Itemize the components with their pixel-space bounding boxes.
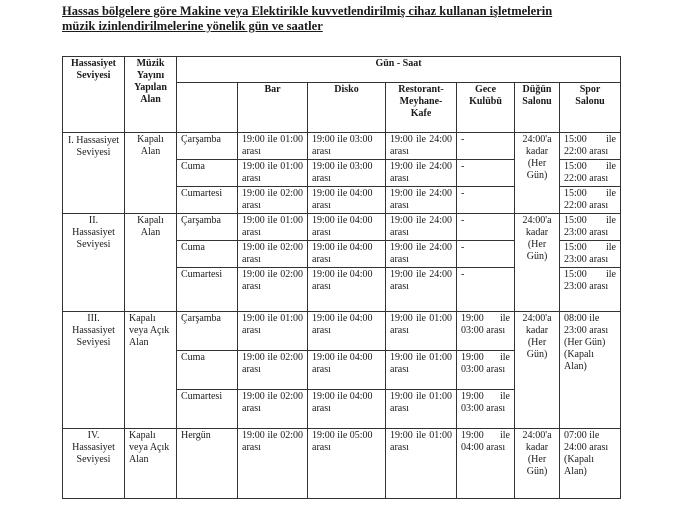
- title-line-1: Hassas bölgelere göre Makine veya Elektirikle kuvvetlendirilmiş cihaz kullanan işletmelerin: [62, 4, 553, 18]
- day-cell: Çarşamba: [177, 214, 238, 241]
- bar-cell: 19:00 ile 01:00 arası: [238, 133, 308, 160]
- header-gun-saat: Gün - Saat: [177, 57, 621, 83]
- area-cell: Kapalı Alan: [125, 133, 177, 214]
- restorant-cell: 19:00 ile 01:00 arası: [386, 312, 457, 351]
- gece-cell: 19:00 ile 04:00 arası: [457, 429, 515, 499]
- header-gece-kulubu: Gece Kulübü: [457, 83, 515, 133]
- bar-cell: 19:00 ile 01:00 arası: [238, 160, 308, 187]
- spor-cell: 15:00 ile 23:00 arası: [560, 241, 621, 268]
- header-spor-salonu: Spor Salonu: [560, 83, 621, 133]
- restorant-cell: 19:00 ile 01:00 arası: [386, 429, 457, 499]
- bar-cell: 19:00 ile 02:00 arası: [238, 351, 308, 390]
- gece-cell: -: [457, 268, 515, 312]
- area-cell: Kapalı veya Açık Alan: [125, 429, 177, 499]
- gece-cell: 19:00 ile 03:00 arası: [457, 312, 515, 351]
- disko-cell: 19:00 ile 04:00 arası: [308, 312, 386, 351]
- header-area: Müzik Yayını Yapılan Alan: [125, 57, 177, 133]
- disko-cell: 19:00 ile 03:00 arası: [308, 133, 386, 160]
- gece-cell: -: [457, 214, 515, 241]
- bar-cell: 19:00 ile 01:00 arası: [238, 312, 308, 351]
- disko-cell: 19:00 ile 04:00 arası: [308, 241, 386, 268]
- day-cell: Cumartesi: [177, 187, 238, 214]
- table-row: [63, 429, 621, 499]
- header-disko: Disko: [308, 83, 386, 133]
- gece-cell: -: [457, 160, 515, 187]
- table-row: [63, 214, 621, 241]
- bar-cell: 19:00 ile 02:00 arası: [238, 429, 308, 499]
- disko-cell: 19:00 ile 04:00 arası: [308, 351, 386, 390]
- header-restorant: Restorant-Meyhane-Kafe: [386, 83, 457, 133]
- dugun-cell: 24:00'a kadar (Her Gün): [515, 214, 560, 312]
- restorant-cell: 19:00 ile 24:00 arası: [386, 268, 457, 312]
- spor-cell: 07:00 ile 24:00 arası (Kapalı Alan): [560, 429, 621, 499]
- dugun-cell: 24:00'a kadar (Her Gün): [515, 429, 560, 499]
- bar-cell: 19:00 ile 02:00 arası: [238, 390, 308, 429]
- spor-cell: 15:00 ile 22:00 arası: [560, 133, 621, 160]
- bar-cell: 19:00 ile 02:00 arası: [238, 241, 308, 268]
- level-cell: II. Hassasiyet Seviyesi: [63, 214, 125, 312]
- bar-cell: 19:00 ile 01:00 arası: [238, 214, 308, 241]
- disko-cell: 19:00 ile 04:00 arası: [308, 214, 386, 241]
- gece-cell: -: [457, 241, 515, 268]
- day-cell: Cumartesi: [177, 268, 238, 312]
- spor-cell: 08:00 ile 23:00 arası (Her Gün) (Kapalı Alan): [560, 312, 621, 429]
- table-row: [63, 312, 621, 351]
- day-cell: Cuma: [177, 160, 238, 187]
- bar-cell: 19:00 ile 02:00 arası: [238, 187, 308, 214]
- spor-cell: 15:00 ile 22:00 arası: [560, 160, 621, 187]
- header-dugun-salonu: Düğün Salonu: [515, 83, 560, 133]
- table-row: [63, 133, 621, 160]
- area-cell: Kapalı veya Açık Alan: [125, 312, 177, 429]
- restorant-cell: 19:00 ile 24:00 arası: [386, 160, 457, 187]
- day-cell: Cuma: [177, 241, 238, 268]
- area-cell: Kapalı Alan: [125, 214, 177, 312]
- header-level: Hassasiyet Seviyesi: [63, 57, 125, 133]
- restorant-cell: 19:00 ile 01:00 arası: [386, 390, 457, 429]
- bar-cell: 19:00 ile 02:00 arası: [238, 268, 308, 312]
- day-cell: Cuma: [177, 351, 238, 390]
- spor-cell: 15:00 ile 23:00 arası: [560, 214, 621, 241]
- disko-cell: 19:00 ile 03:00 arası: [308, 160, 386, 187]
- restorant-cell: 19:00 ile 24:00 arası: [386, 214, 457, 241]
- dugun-cell: 24:00'a kadar (Her Gün): [515, 312, 560, 429]
- day-cell: Çarşamba: [177, 312, 238, 351]
- level-cell: I. Hassasiyet Seviyesi: [63, 133, 125, 214]
- disko-cell: 19:00 ile 04:00 arası: [308, 187, 386, 214]
- spor-cell: 15:00 ile 23:00 arası: [560, 268, 621, 312]
- disko-cell: 19:00 ile 04:00 arası: [308, 390, 386, 429]
- title-line-2: müzik izinlendirilmelerine yönelik gün ve saatler: [62, 19, 323, 33]
- gece-cell: -: [457, 133, 515, 160]
- restorant-cell: 19:00 ile 24:00 arası: [386, 241, 457, 268]
- restorant-cell: 19:00 ile 24:00 arası: [386, 133, 457, 160]
- restorant-cell: 19:00 ile 24:00 arası: [386, 187, 457, 214]
- level-cell: IV. Hassasiyet Seviyesi: [63, 429, 125, 499]
- disko-cell: 19:00 ile 05:00 arası: [308, 429, 386, 499]
- dugun-cell: 24:00'a kadar (Her Gün): [515, 133, 560, 214]
- day-cell: Hergün: [177, 429, 238, 499]
- day-cell: Cumartesi: [177, 390, 238, 429]
- restorant-cell: 19:00 ile 01:00 arası: [386, 351, 457, 390]
- level-cell: III. Hassasiyet Seviyesi: [63, 312, 125, 429]
- gece-cell: -: [457, 187, 515, 214]
- disko-cell: 19:00 ile 04:00 arası: [308, 268, 386, 312]
- gece-cell: 19:00 ile 03:00 arası: [457, 351, 515, 390]
- schedule-table: [62, 56, 621, 499]
- day-cell: Çarşamba: [177, 133, 238, 160]
- spor-cell: 15:00 ile 22:00 arası: [560, 187, 621, 214]
- header-bar: Bar: [238, 83, 308, 133]
- gece-cell: 19:00 ile 03:00 arası: [457, 390, 515, 429]
- document-title: [62, 4, 652, 34]
